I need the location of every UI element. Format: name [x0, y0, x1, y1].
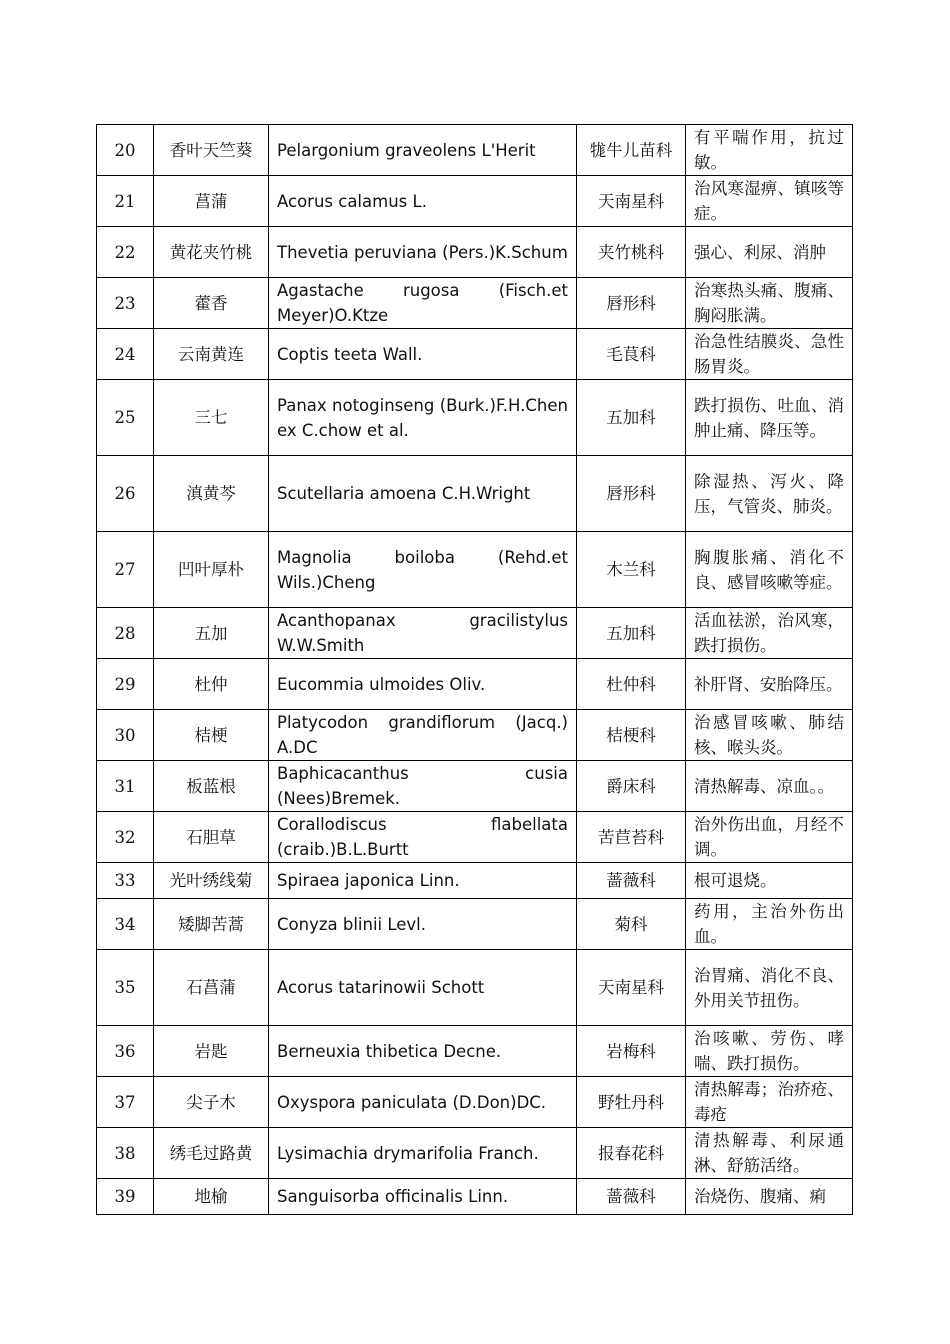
row-number: 22	[97, 227, 154, 278]
plant-family: 毛茛科	[577, 329, 686, 380]
row-number: 37	[97, 1077, 154, 1128]
plant-family: 菊科	[577, 899, 686, 950]
latin-name: Thevetia peruviana (Pers.)K.Schum	[269, 227, 577, 278]
plant-family: 爵床科	[577, 761, 686, 812]
medicinal-use: 治外伤出血，月经不调。	[686, 812, 853, 863]
table-row	[97, 532, 853, 608]
table-row	[97, 1179, 853, 1215]
latin-name: Acorus calamus L.	[269, 176, 577, 227]
chinese-name: 云南黄连	[154, 329, 269, 380]
row-number: 29	[97, 659, 154, 710]
table-row	[97, 329, 853, 380]
row-number: 33	[97, 863, 154, 899]
table-row	[97, 950, 853, 1026]
plant-family: 蔷薇科	[577, 863, 686, 899]
chinese-name: 板蓝根	[154, 761, 269, 812]
medicinal-use: 强心、利尿、消肿	[686, 227, 853, 278]
table-row	[97, 176, 853, 227]
row-number: 27	[97, 532, 154, 608]
medicinal-use: 清热解毒；治疥疮、毒疮	[686, 1077, 853, 1128]
latin-name: Scutellaria amoena C.H.Wright	[269, 456, 577, 532]
table-row	[97, 1026, 853, 1077]
medicinal-use: 治烧伤、腹痛、痢	[686, 1179, 853, 1215]
latin-name: Platycodon grandiflorum (Jacq.) A.DC	[269, 710, 577, 761]
medicinal-use: 除湿热、泻火、降压，气管炎、肺炎。	[686, 456, 853, 532]
chinese-name: 菖蒲	[154, 176, 269, 227]
latin-name: Spiraea japonica Linn.	[269, 863, 577, 899]
medicinal-use: 治急性结膜炎、急性肠胃炎。	[686, 329, 853, 380]
table-row	[97, 227, 853, 278]
chinese-name: 三七	[154, 380, 269, 456]
medicinal-use: 治感冒咳嗽、肺结核、喉头炎。	[686, 710, 853, 761]
chinese-name: 凹叶厚朴	[154, 532, 269, 608]
chinese-name: 滇黄芩	[154, 456, 269, 532]
plant-family: 杜仲科	[577, 659, 686, 710]
latin-name: Magnolia boiloba (Rehd.et Wils.)Cheng	[269, 532, 577, 608]
table-row	[97, 380, 853, 456]
medicinal-use: 根可退烧。	[686, 863, 853, 899]
latin-name: Berneuxia thibetica Decne.	[269, 1026, 577, 1077]
table-row	[97, 812, 853, 863]
row-number: 35	[97, 950, 154, 1026]
latin-name: Sanguisorba officinalis Linn.	[269, 1179, 577, 1215]
chinese-name: 五加	[154, 608, 269, 659]
plant-family: 唇形科	[577, 278, 686, 329]
chinese-name: 香叶天竺葵	[154, 125, 269, 176]
plant-family: 苦苣苔科	[577, 812, 686, 863]
row-number: 20	[97, 125, 154, 176]
row-number: 28	[97, 608, 154, 659]
plant-family: 五加科	[577, 380, 686, 456]
latin-name: Oxyspora paniculata (D.Don)DC.	[269, 1077, 577, 1128]
medicinal-use: 清热解毒、凉血。。	[686, 761, 853, 812]
plant-family: 五加科	[577, 608, 686, 659]
row-number: 26	[97, 456, 154, 532]
chinese-name: 尖子木	[154, 1077, 269, 1128]
row-number: 38	[97, 1128, 154, 1179]
plant-family: 唇形科	[577, 456, 686, 532]
plant-family: 蔷薇科	[577, 1179, 686, 1215]
plant-family: 岩梅科	[577, 1026, 686, 1077]
plant-family: 木兰科	[577, 532, 686, 608]
row-number: 32	[97, 812, 154, 863]
latin-name: Lysimachia drymarifolia Franch.	[269, 1128, 577, 1179]
row-number: 24	[97, 329, 154, 380]
row-number: 31	[97, 761, 154, 812]
table-row	[97, 659, 853, 710]
table-row	[97, 125, 853, 176]
latin-name: Pelargonium graveolens L'Herit	[269, 125, 577, 176]
medicinal-use: 治咳嗽、劳伤、哮喘、跌打损伤。	[686, 1026, 853, 1077]
chinese-name: 石胆草	[154, 812, 269, 863]
latin-name: Eucommia ulmoides Oliv.	[269, 659, 577, 710]
latin-name: Corallodiscus flabellata (craib.)B.L.Burtt	[269, 812, 577, 863]
latin-name: Acorus tatarinowii Schott	[269, 950, 577, 1026]
table-row	[97, 1077, 853, 1128]
chinese-name: 绣毛过路黄	[154, 1128, 269, 1179]
row-number: 36	[97, 1026, 154, 1077]
chinese-name: 光叶绣线菊	[154, 863, 269, 899]
chinese-name: 地榆	[154, 1179, 269, 1215]
herb-table	[96, 124, 853, 1215]
latin-name: Acanthopanax gracilistylus W.W.Smith	[269, 608, 577, 659]
plant-family: 牻牛儿苗科	[577, 125, 686, 176]
plant-family: 天南星科	[577, 176, 686, 227]
medicinal-use: 活血祛淤，治风寒，跌打损伤。	[686, 608, 853, 659]
chinese-name: 杜仲	[154, 659, 269, 710]
medicinal-use: 跌打损伤、吐血、消肿止痛、降压等。	[686, 380, 853, 456]
chinese-name: 岩匙	[154, 1026, 269, 1077]
plant-family: 天南星科	[577, 950, 686, 1026]
latin-name: Conyza blinii Levl.	[269, 899, 577, 950]
medicinal-use: 有平喘作用，抗过敏。	[686, 125, 853, 176]
medicinal-use: 治风寒湿痹、镇咳等症。	[686, 176, 853, 227]
table-row	[97, 278, 853, 329]
row-number: 30	[97, 710, 154, 761]
row-number: 21	[97, 176, 154, 227]
medicinal-use: 补肝肾、安胎降压。	[686, 659, 853, 710]
latin-name: Coptis teeta Wall.	[269, 329, 577, 380]
table-row	[97, 1128, 853, 1179]
chinese-name: 石菖蒲	[154, 950, 269, 1026]
plant-family: 报春花科	[577, 1128, 686, 1179]
table-row	[97, 456, 853, 532]
medicinal-use: 清热解毒、利尿通淋、舒筋活络。	[686, 1128, 853, 1179]
medicinal-use: 胸腹胀痛、消化不良、感冒咳嗽等症。	[686, 532, 853, 608]
latin-name: Agastache rugosa (Fisch.et Meyer)O.Ktze	[269, 278, 577, 329]
latin-name: Baphicacanthus cusia (Nees)Bremek.	[269, 761, 577, 812]
medicinal-use: 治寒热头痛、腹痛、胸闷胀满。	[686, 278, 853, 329]
chinese-name: 黄花夹竹桃	[154, 227, 269, 278]
table-row	[97, 608, 853, 659]
row-number: 25	[97, 380, 154, 456]
medicinal-use: 治胃痛、消化不良、外用关节扭伤。	[686, 950, 853, 1026]
row-number: 34	[97, 899, 154, 950]
latin-name: Panax notoginseng (Burk.)F.H.Chen ex C.chow et al.	[269, 380, 577, 456]
plant-family: 野牡丹科	[577, 1077, 686, 1128]
medicinal-use: 药用，主治外伤出血。	[686, 899, 853, 950]
table-row	[97, 761, 853, 812]
plant-family: 夹竹桃科	[577, 227, 686, 278]
table-row	[97, 863, 853, 899]
chinese-name: 藿香	[154, 278, 269, 329]
chinese-name: 桔梗	[154, 710, 269, 761]
plant-family: 桔梗科	[577, 710, 686, 761]
chinese-name: 矮脚苦蒿	[154, 899, 269, 950]
row-number: 39	[97, 1179, 154, 1215]
table-row	[97, 710, 853, 761]
table-row	[97, 899, 853, 950]
row-number: 23	[97, 278, 154, 329]
